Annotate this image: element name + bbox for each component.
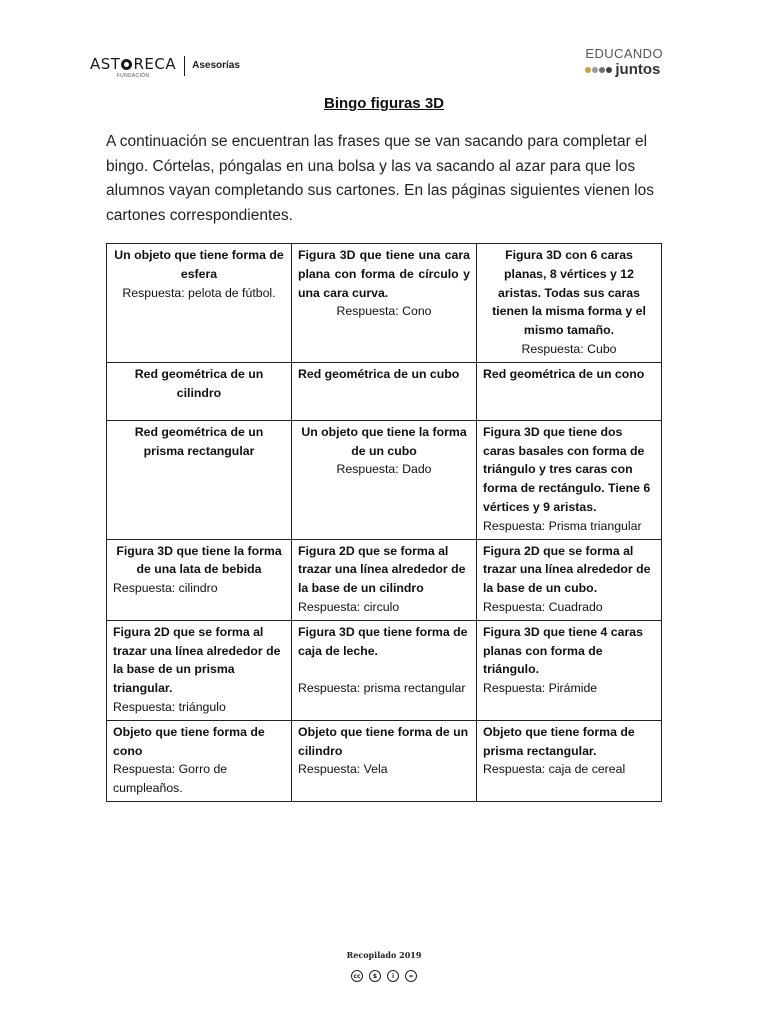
astoreca-o-icon — [121, 59, 132, 70]
page-title: Bingo figuras 3D — [323, 95, 444, 112]
table-row — [107, 244, 662, 363]
cell-question: Red geométrica de un cubo — [298, 366, 460, 381]
bingo-cell — [292, 362, 477, 420]
bingo-cell — [477, 620, 662, 720]
bingo-cell — [477, 539, 662, 620]
cell-question: Objeto que tiene forma de cono — [113, 724, 265, 758]
bingo-cell — [292, 539, 477, 620]
cell-answer: Respuesta: Cubo — [521, 341, 617, 356]
cell-answer: Respuesta: prisma rectangular — [298, 680, 466, 695]
astoreca-wordmark: AST RECA — [90, 55, 177, 73]
bingo-cell — [477, 720, 662, 801]
bingo-table — [106, 243, 662, 802]
logo-dot-icon — [592, 67, 598, 73]
bingo-cell — [107, 539, 292, 620]
cell-answer: Respuesta: Cuadrado — [483, 599, 603, 614]
bingo-cell — [477, 362, 662, 420]
cell-answer: Respuesta: caja de cereal — [483, 762, 626, 777]
cell-answer: Respuesta: Vela — [298, 762, 388, 777]
cell-question: Figura 3D que tiene dos caras basales con forma de triángulo y tres caras con forma de rectángulo. Tiene 6 vértices y 9 aristas. — [483, 424, 651, 514]
logo-dot-icon — [599, 67, 605, 73]
logo-divider — [184, 56, 185, 76]
attribution-icon: i — [387, 970, 399, 982]
cell-answer: Respuesta: Dado — [336, 462, 432, 477]
table-row — [107, 362, 662, 420]
bingo-cell — [107, 420, 292, 539]
noderivatives-icon: = — [405, 970, 417, 982]
cell-question: Objeto que tiene forma de prisma rectangular. — [483, 724, 635, 758]
page-header — [90, 46, 663, 90]
cell-answer: Respuesta: cilindro — [113, 581, 218, 596]
footer-text: Recopilado 2019 — [346, 950, 422, 960]
asesorias-label: Asesorías — [192, 60, 240, 71]
table-row — [107, 420, 662, 539]
cell-question: Figura 2D que se forma al trazar una línea alrededor de la base de un cilindro — [298, 543, 466, 596]
cell-question: Red geométrica de un cilindro — [134, 366, 264, 400]
cell-answer: Respuesta: Gorro de cumpleaños. — [113, 762, 228, 796]
astoreca-logo — [90, 56, 240, 79]
cell-question: Figura 3D que tiene una cara plana con forma de círculo y una cara curva. — [298, 248, 470, 300]
cell-question: Red geométrica de un prisma rectangular — [134, 424, 264, 458]
bingo-cell — [107, 720, 292, 801]
juntos-wordmark: juntos — [615, 61, 661, 78]
cell-answer: Respuesta: Pirámide — [483, 681, 598, 696]
logo-dot-icon — [606, 67, 612, 73]
cell-question: Un objeto que tiene la forma de un cubo — [301, 424, 467, 458]
bingo-cell — [292, 420, 477, 539]
bingo-cell — [292, 244, 477, 363]
intro-paragraph: A continuación se encuentran las frases que se van sacando para completar el bingo. Córtelas, póngalas en una bolsa y las va sacando al azar para que los alumnos vayan completando sus cartones. En las páginas siguientes vienen los cartones correspondientes. — [106, 133, 654, 224]
cell-answer: Respuesta: pelota de fútbol. — [122, 285, 276, 300]
educando-wordmark: EDUCANDO — [585, 46, 663, 61]
bingo-cell — [477, 244, 662, 363]
cell-question: Figura 2D que se forma al trazar una línea alrededor de la base de un cubo. — [483, 543, 651, 596]
cell-question: Objeto que tiene forma de un cilindro — [298, 724, 469, 758]
noncommercial-icon: $ — [369, 970, 381, 982]
cell-question: Un objeto que tiene forma de esfera — [114, 248, 284, 281]
cell-question: Figura 3D que tiene la forma de una lata de bebida — [116, 543, 282, 577]
educando-juntos-logo — [585, 47, 663, 77]
bingo-cell — [107, 620, 292, 720]
table-row — [107, 720, 662, 801]
cell-answer: Respuesta: Prisma triangular — [483, 518, 642, 533]
cell-question: Figura 2D que se forma al trazar una línea alrededor de la base de un prisma triangular. — [113, 624, 281, 696]
bingo-cell — [107, 362, 292, 420]
cc-icon: cc — [351, 970, 363, 982]
cell-question: Figura 3D que tiene forma de caja de leche. — [298, 624, 468, 658]
bingo-cell — [292, 620, 477, 720]
table-row — [107, 620, 662, 720]
bingo-cell — [107, 244, 292, 363]
bingo-cell — [477, 420, 662, 539]
table-row — [107, 539, 662, 620]
cell-answer: Respuesta: Cono — [336, 304, 432, 319]
license-icons — [0, 970, 768, 982]
cell-question: Figura 3D que tiene 4 caras planas con forma de triángulo. — [483, 624, 643, 677]
astoreca-subtitle: FUNDACIÓN — [116, 73, 150, 79]
cell-answer: Respuesta: triángulo — [113, 699, 226, 714]
cell-question: Figura 3D con 6 caras planas, 8 vértices y 12 aristas. Todas sus caras tienen la misma forma y el mismo tamaño. — [492, 248, 646, 338]
cell-answer: Respuesta: circulo — [298, 599, 400, 614]
bingo-cell — [292, 720, 477, 801]
logo-dot-icon — [585, 67, 591, 73]
cell-question: Red geométrica de un cono — [483, 366, 645, 381]
